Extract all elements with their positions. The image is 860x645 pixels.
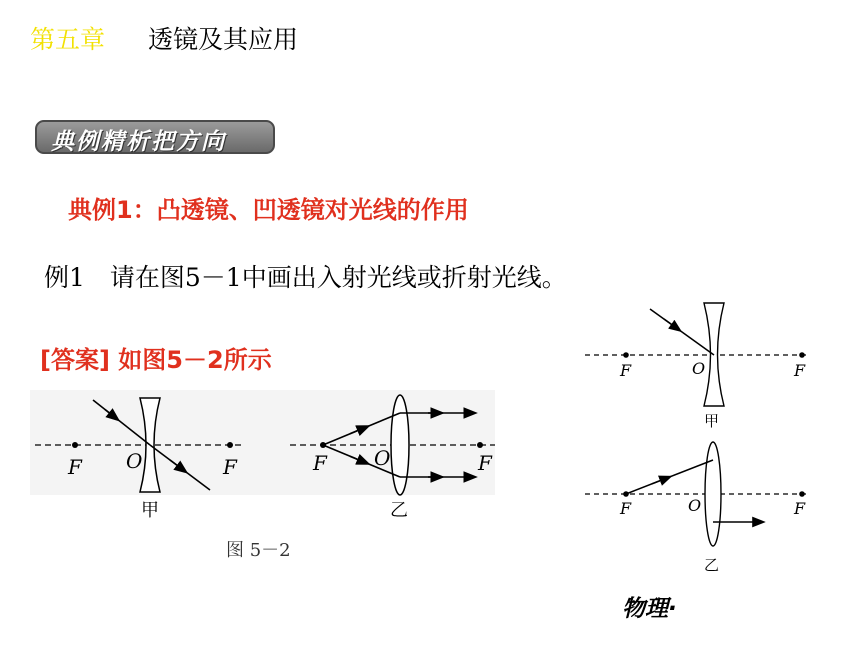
example-question: 例1 请在图5－1中画出入射光线或折射光线。 [44, 263, 567, 292]
optical-center-label: O [126, 449, 143, 473]
diagram-caption: 甲 [141, 500, 159, 521]
focal-point [799, 352, 805, 358]
incident-ray [650, 309, 714, 355]
focal-label: F [68, 455, 82, 479]
section-banner [35, 120, 275, 154]
focal-label: F [313, 451, 327, 475]
optical-center-label: O [374, 446, 391, 470]
section-banner-label: 典例精析把方向 [51, 129, 226, 155]
focal-label: F [478, 451, 492, 475]
focal-point [227, 442, 233, 448]
chapter-title: 透镜及其应用 [148, 25, 299, 54]
ray-arrow [652, 477, 670, 484]
focal-label: F [620, 499, 632, 518]
diagram-caption: 乙 [704, 556, 720, 574]
convex-lens-question [585, 442, 810, 574]
focal-label: F [223, 455, 237, 479]
answer-line [40, 340, 272, 375]
focal-point [799, 491, 805, 497]
diagram-caption: 乙 [390, 500, 408, 521]
optical-center-label: O [692, 359, 706, 378]
convex-lens [391, 395, 409, 495]
diagram-caption: 甲 [704, 412, 720, 430]
example-heading: 典例1：凸透镜、凹透镜对光线的作用 [68, 196, 469, 224]
figure-5-2 [30, 390, 500, 570]
focal-label: F [794, 361, 806, 380]
concave-lens-question [585, 303, 810, 430]
optical-center-label: O [688, 496, 702, 515]
answer-text: 如图5－2所示 [109, 346, 272, 374]
focal-label: F [620, 361, 632, 380]
focal-point [623, 352, 629, 358]
answer-tag: [答案] [40, 346, 110, 374]
figure-5-1 [580, 298, 820, 578]
ray-arrow [664, 319, 680, 331]
chapter-label: 第五章 [30, 25, 106, 54]
convex-lens [705, 442, 721, 546]
subject-footer: 物理· [622, 596, 677, 622]
focal-point [72, 442, 78, 448]
focal-label: F [794, 499, 806, 518]
figure-caption: 图 5－2 [226, 540, 291, 561]
focal-point [477, 442, 483, 448]
